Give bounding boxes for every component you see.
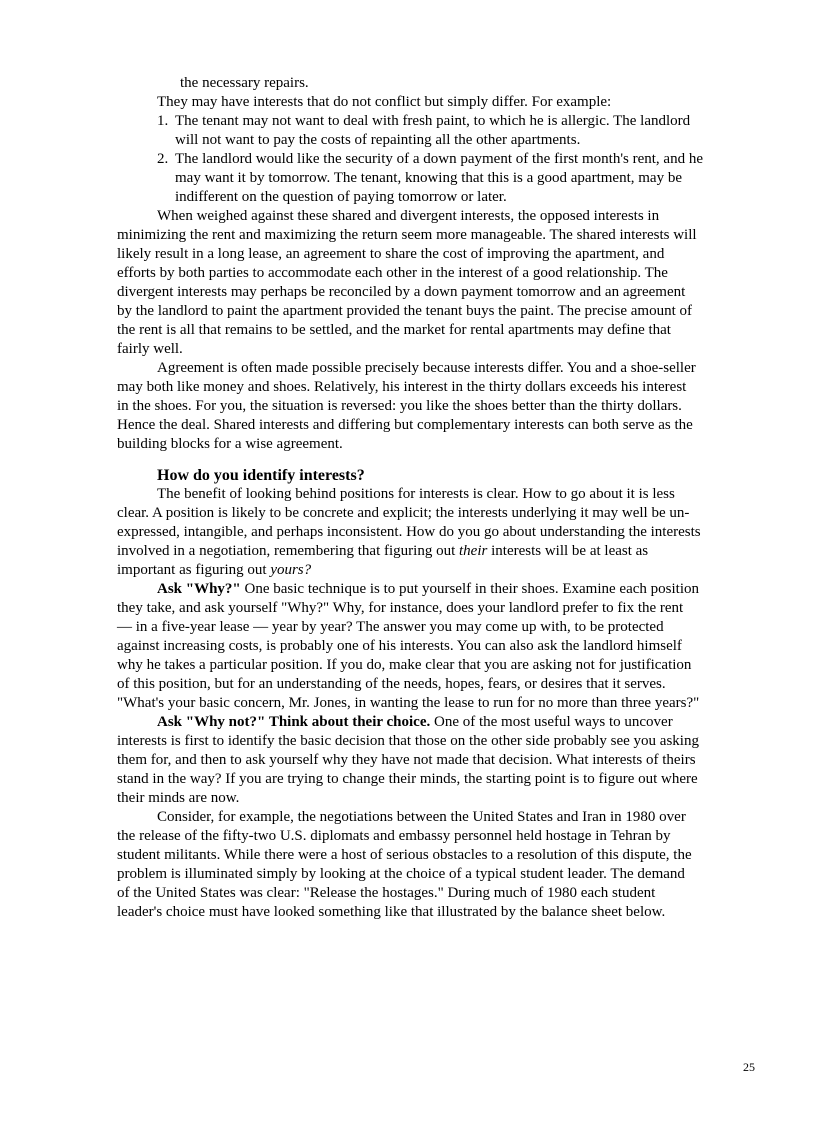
text-line: in the shoes. For you, the situation is reversed: you like the shoes better than the thirty dollars. [117,398,682,414]
text-line: leader's choice must have looked something like that illustrated by the balance sheet below. [117,904,666,920]
text-line: likely result in a long lease, an agreement to share the cost of improving the apartment, and [117,246,665,262]
text-line: of the United States was clear: "Release the hostages." During much of 1980 each student [117,885,656,901]
text-line: by the landlord to paint the apartment provided the tenant buys the paint. The precise amount of [117,303,692,319]
list-item-line: The tenant may not want to deal with fresh paint, to which he is allergic. The landlord [175,113,691,129]
text-line: why he takes a particular position. If you do, make clear that you are asking not for justification [117,657,692,673]
text-line: When weighed against these shared and divergent interests, the opposed interests in [157,208,660,224]
list-item-line: will not want to pay the costs of repainting all the other apartments. [175,132,581,148]
text-line: minimizing the rent and maximizing the return seem more manageable. The shared interests will [117,227,697,243]
text-line: "What's your basic concern, Mr. Jones, in wanting the lease to run for no more than three years?" [117,695,700,711]
text-line: important as figuring out yours? [117,562,312,578]
text-line: of this position, but for an understanding of the needs, hopes, fears, or desires that it serves. [117,676,666,692]
text-line: They may have interests that do not conflict but simply differ. For example: [157,94,612,110]
text-line: Consider, for example, the negotiations between the United States and Iran in 1980 over [157,809,686,825]
run-in-heading-why: Ask "Why?" [157,581,241,597]
text-line: the necessary repairs. [180,75,309,91]
run-in-heading-why-not: Ask "Why not?" Think about their choice. [157,714,431,730]
text-line: Ask "Why?" One basic technique is to put yourself in their shoes. Examine each position [157,581,699,597]
text-line: expressed, intangible, and perhaps inconsistent. How do you go about understanding the interests [117,524,701,540]
text-line: fairly well. [117,341,183,357]
text-line: the release of the fifty-two U.S. diplomats and embassy personnel held hostage in Tehran by [117,828,671,844]
text-line: — in a five-year lease — year by year? The answer you may come up with, to be protected [117,619,664,635]
text-line: Agreement is often made possible precisely because interests differ. You and a shoe-seller [157,360,696,376]
list-item-line: The landlord would like the security of a down payment of the first month's rent, and he [175,151,703,167]
list-number: 1. [157,113,169,129]
text-line: they take, and ask yourself "Why?" Why, for instance, does your landlord prefer to fix the rent [117,600,684,616]
text-line: divergent interests may perhaps be reconciled by a down payment tomorrow and an agreement [117,284,686,300]
text-line: their minds are now. [117,790,240,806]
text-line: stand in the way? If you are trying to change their minds, the starting point is to figure out where [117,771,698,787]
text-line: Ask "Why not?" Think about their choice. One of the most useful ways to uncover [157,714,673,730]
text-line: efforts by both parties to accommodate each other in the interest of a good relationship. The [117,265,668,281]
emphasis-their: their [459,543,488,559]
text-line: the rent is all that remains to be settled, and the market for rental apartments may define that [117,322,671,338]
text-line: may both like money and shoes. Relatively, his interest in the thirty dollars exceeds his interest [117,379,687,395]
emphasis-yours: yours? [270,562,312,578]
page-number: 25 [743,1060,755,1074]
text-line: clear. A position is likely to be concrete and explicit; the interests underlying it may well be un- [117,505,690,521]
list-number: 2. [157,151,169,167]
text-line: against increasing costs, is probably one of his interests. You can also ask the landlord himself [117,638,682,654]
text-line: problem is illuminated simply by looking at the choice of a typical student leader. The demand [117,866,685,882]
list-item-line: indifferent on the question of paying tomorrow or later. [175,189,507,205]
section-heading: How do you identify interests? [157,467,365,484]
text-line: student militants. While there were a host of serious obstacles to a resolution of this dispute, the [117,847,692,863]
list-item-line: may want it by tomorrow. The tenant, knowing that this is a good apartment, may be [175,170,682,186]
text-line: them for, and then to ask yourself why they have not made that decision. What interests of theirs [117,752,696,768]
text-line: The benefit of looking behind positions for interests is clear. How to go about it is less [157,486,675,502]
text-line: interests is first to identify the basic decision that those on the other side probably see you asking [117,733,699,749]
text-line: building blocks for a wise agreement. [117,436,343,452]
text-line: Hence the deal. Shared interests and differing but complementary interests can both serve as the [117,417,693,433]
text-line: involved in a negotiation, remembering that figuring out their interests will be at least as [117,543,649,559]
